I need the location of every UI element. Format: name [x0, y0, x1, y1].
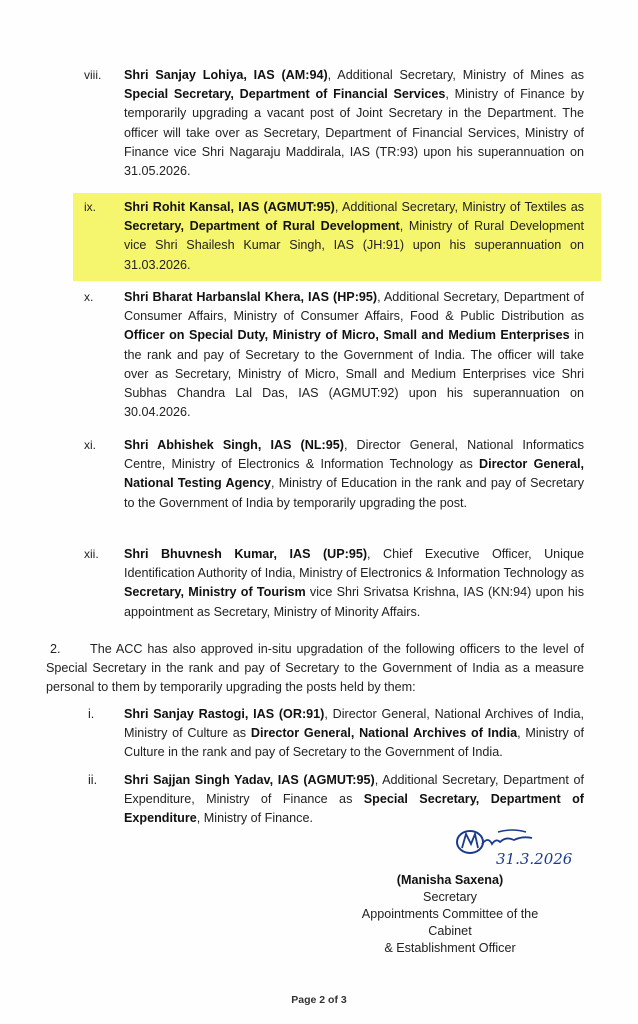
signature-date: 31.3.2026 — [496, 850, 573, 868]
item-body — [124, 771, 584, 828]
officer-name: Shri Sanjay Lohiya, IAS (AM:94) — [124, 68, 328, 82]
post-title: Special Secretary, Department of Expenditure — [124, 792, 584, 825]
paragraph-2 — [46, 640, 584, 697]
signatory-org-2: & Establishment Officer — [384, 941, 516, 955]
post-title: Director General, National Archives of India — [250, 726, 518, 740]
item-numeral: ix. — [84, 200, 96, 214]
item-numeral: xii. — [84, 547, 99, 561]
item-numeral: viii. — [84, 68, 102, 82]
item-text: , Director General, National Archives of India, Ministry of Culture as — [124, 707, 585, 740]
list-item-viii — [84, 66, 584, 181]
officer-name: Shri Sanjay Rastogi, IAS (OR:91) — [124, 707, 325, 721]
item-body — [124, 288, 584, 422]
item-text: , Additional Secretary, Department of Expenditure, Ministry of Finance as — [124, 773, 584, 806]
item-text: , Ministry of Education in the rank and pay of Secretary to the Government of India by temporarily upgrading the post. — [124, 476, 584, 510]
list-item-xi — [84, 436, 584, 513]
signature-scribble-icon — [452, 826, 592, 878]
item-text: , Ministry of Finance by temporarily upgrading a vacant post of Joint Secretary in the Department. The officer will take over as Secretary, Department of Financial Services, Ministry of Finance vice Shri Nagaraju Maddirala, IAS (TR:93) upon his superannuation on 31.05.2026. — [124, 87, 584, 179]
paragraph-text: The ACC has also approved in-situ upgradation of the following officers to the level of Special Secretary in the rank and pay of Secretary to the Government of India as a measure personal to them by temporarily upgrading the posts held by them: — [46, 642, 584, 694]
item-body — [124, 66, 584, 181]
officer-name: Shri Bharat Harbanslal Khera, IAS (HP:95) — [124, 290, 378, 304]
post-title: Director General, National Testing Agency — [124, 457, 584, 491]
officer-name: Shri Rohit Kansal, IAS (AGMUT:95) — [124, 200, 335, 214]
signature-block — [350, 872, 550, 957]
list-item-x — [84, 288, 584, 422]
item-body — [124, 545, 584, 622]
item-body — [124, 198, 584, 275]
paragraph-number: 2. — [50, 642, 61, 656]
officer-name: Shri Bhuvnesh Kumar, IAS (UP:95) — [124, 547, 368, 561]
item-text: , Additional Secretary, Ministry of Mines as — [327, 68, 584, 82]
item-numeral: i. — [88, 707, 95, 721]
item-text: , Additional Secretary, Ministry of Textiles as — [334, 200, 584, 214]
signatory-name: (Manisha Saxena) — [396, 873, 504, 887]
list-item-ix — [84, 198, 584, 275]
post-title: Secretary, Department of Rural Development — [124, 219, 400, 234]
item-text: in the rank and pay of Secretary to the Government of India. The officer will take over as Secretary, Ministry of Micro, Small and Medium Enterprises vice Shri Subhas Chandra Lal Das, IAS (AGMUT:92) upon his superannuation on 30.04.2026. — [124, 328, 584, 420]
item-text: , Additional Secretary, Department of Consumer Affairs, Ministry of Consumer Affairs, Food & Public Distribution as — [124, 290, 584, 324]
item-text: vice Shri Srivatsa Krishna, IAS (KN:94) upon his appointment as Secretary, Ministry of Minority Affairs. — [124, 585, 584, 619]
sub-item-ii — [88, 771, 584, 828]
post-title: Officer on Special Duty, Ministry of Micro, Small and Medium Enterprises — [124, 328, 570, 343]
post-title: Secretary, Ministry of Tourism — [124, 585, 306, 600]
post-title: Special Secretary, Department of Financial Services — [124, 87, 446, 102]
item-numeral: xi. — [84, 438, 96, 452]
list-item-xii — [84, 545, 584, 622]
item-numeral: x. — [84, 290, 94, 304]
officer-name: Shri Sajjan Singh Yadav, IAS (AGMUT:95) — [124, 773, 375, 787]
item-body — [124, 705, 584, 762]
item-text: , Director General, National Informatics Centre, Ministry of Electronics & Information Technology as — [124, 438, 584, 472]
signatory-title: Secretary — [423, 890, 477, 904]
officer-name: Shri Abhishek Singh, IAS (NL:95) — [124, 438, 344, 452]
item-body — [124, 436, 584, 513]
item-text: , Ministry of Culture in the rank and pay of Secretary to the Government of India. — [124, 726, 584, 759]
item-text: , Ministry of Rural Development vice Shri Shailesh Kumar Singh, IAS (JH:91) upon his superannuation on 31.03.2026. — [124, 219, 584, 272]
page-number: Page 2 of 3 — [291, 994, 347, 1006]
item-numeral: ii. — [88, 773, 98, 787]
signatory-org: Appointments Committee of the Cabinet — [361, 907, 539, 938]
item-text: , Ministry of Finance. — [196, 811, 313, 825]
sub-item-i — [88, 705, 584, 762]
item-text: , Chief Executive Officer, Unique Identification Authority of India, Ministry of Electronics & Information Technology as — [124, 547, 584, 581]
